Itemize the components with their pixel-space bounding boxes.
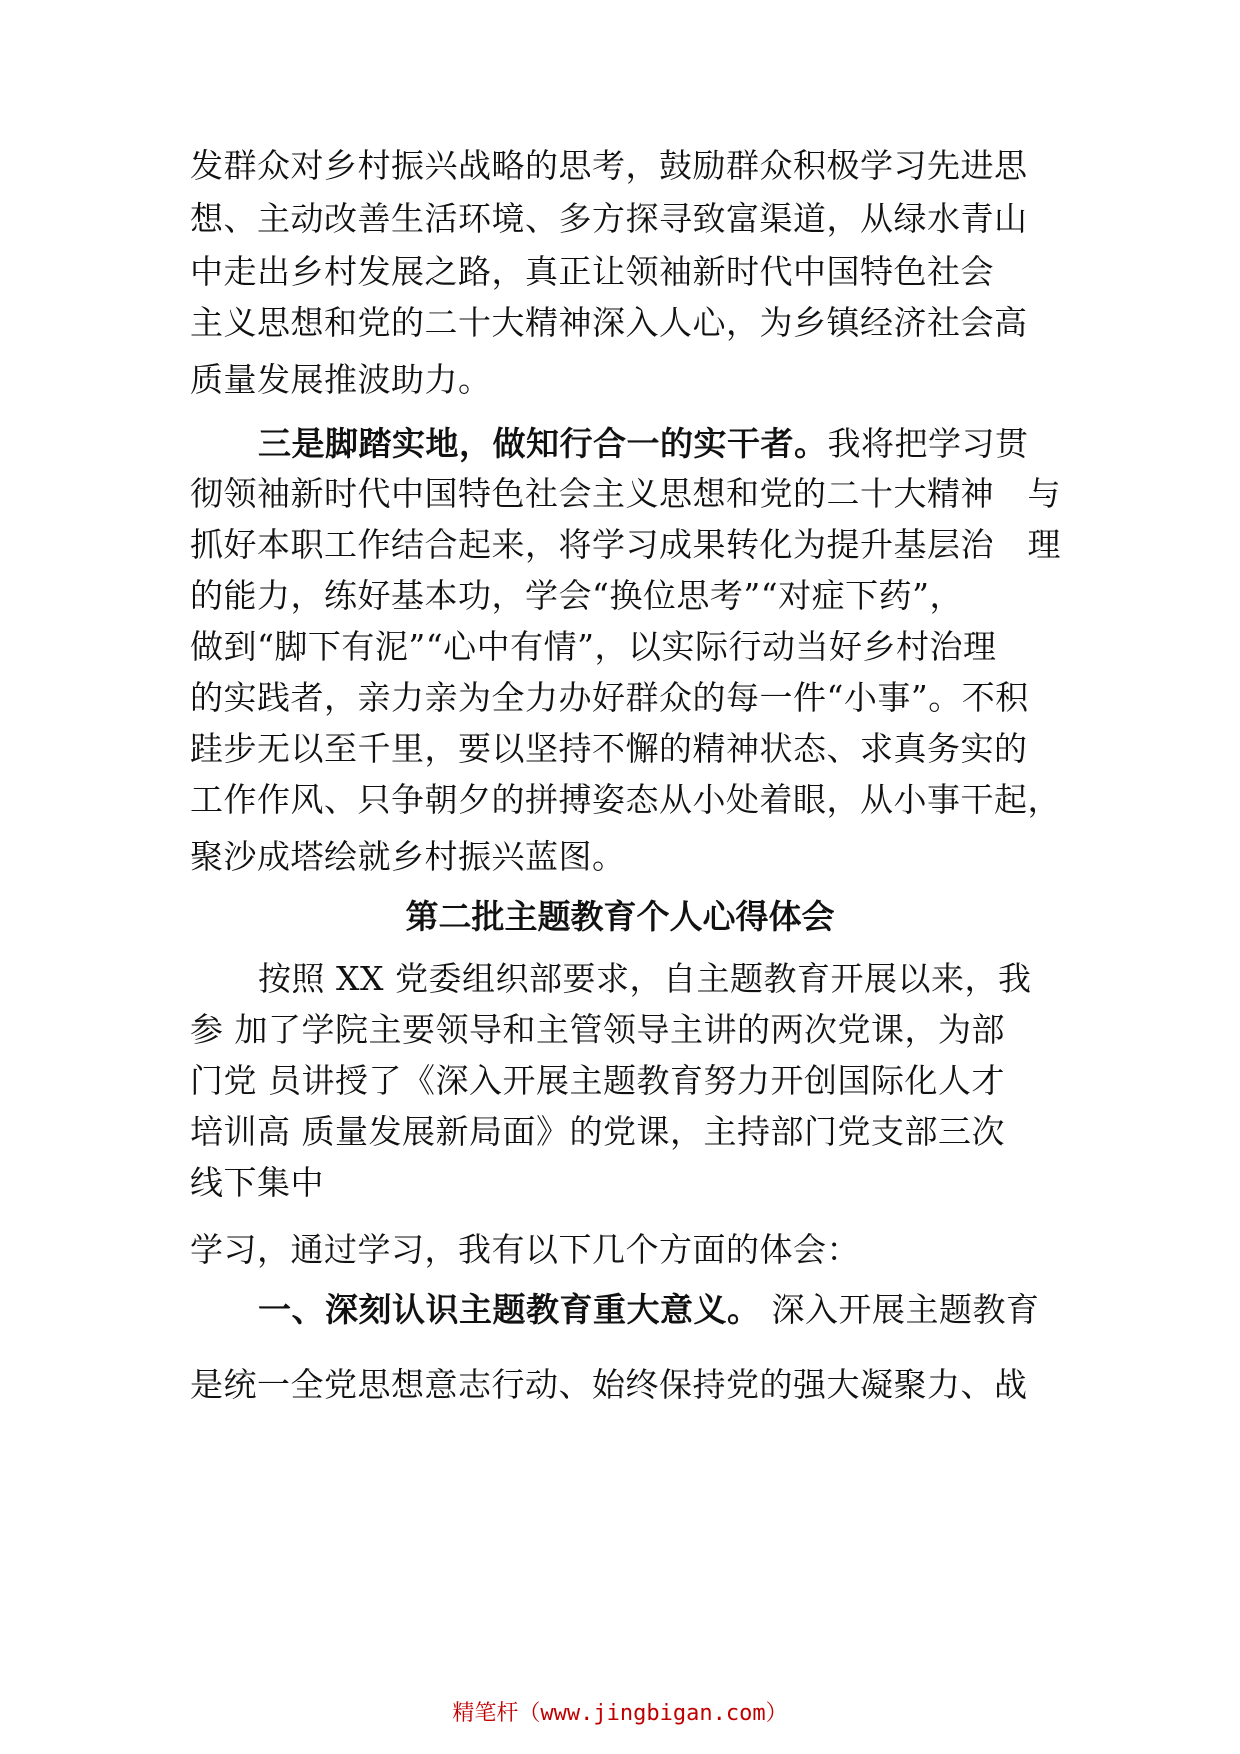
paragraph-line: 线下集中	[190, 1163, 324, 1202]
paragraph-line: 彻领袖新时代中国特色社会主义思想和党的二十大精神 与	[190, 474, 1061, 513]
paragraph-line: 按照 XX 党委组织部要求，自主题教育开展以来，我	[258, 959, 1032, 998]
section-title: 第二批主题教育个人心得体会	[405, 897, 835, 936]
paragraph-first-line	[258, 1290, 1040, 1330]
paragraph-line: 工作作风、只争朝夕的拼搏姿态从小处着眼，从小事干起，	[190, 780, 1061, 819]
paragraph-line: 主义思想和党的二十大精神深入人心，为乡镇经济社会高	[190, 303, 1028, 342]
paragraph-line: 学习，通过学习，我有以下几个方面的体会：	[190, 1230, 860, 1269]
paragraph-heading: 三是脚踏实地，做知行合一的实干者。	[258, 424, 828, 463]
paragraph-line: 做到“脚下有泥”“心中有情”，以实际行动当好乡村治理	[190, 627, 997, 666]
paragraph-line: 的能力，练好基本功，学会“换位思考”“对症下药”，	[190, 576, 963, 615]
paragraph-line: 抓好本职工作结合起来，将学习成果转化为提升基层治 理	[190, 525, 1061, 564]
paragraph-line: 发群众对乡村振兴战略的思考，鼓励群众积极学习先进思	[190, 146, 1028, 185]
paragraph-line: 门党 员讲授了《深入开展主题教育努力开创国际化人才	[190, 1061, 1005, 1100]
paragraph-text: 我将把学习贯	[827, 424, 1029, 463]
paragraph-line: 参 加了学院主要领导和主管领导主讲的两次党课，为部	[190, 1010, 1005, 1049]
paragraph-line: 是统一全党思想意志行动、始终保持党的强大凝聚力、战	[190, 1365, 1028, 1404]
footer-watermark: 精笔杆（www.jingbigan.com）	[452, 1701, 788, 1726]
paragraph-line: 中走出乡村发展之路，真正让领袖新时代中国特色社会	[190, 252, 994, 291]
paragraph-first-line	[258, 424, 1029, 464]
paragraph-heading: 一、深刻认识主题教育重大意义。	[258, 1290, 761, 1329]
paragraph-text: 深入开展主题教育	[760, 1290, 1040, 1329]
paragraph-line: 的实践者，亲力亲为全力办好群众的每一件“小事”。不积	[190, 678, 1029, 717]
paragraph-line: 培训高 质量发展新局面》的党课，主持部门党支部三次	[190, 1112, 1005, 1151]
paragraph-line: 聚沙成塔绘就乡村振兴蓝图。	[190, 837, 626, 876]
paragraph-line: 想、主动改善生活环境、多方探寻致富渠道，从绿水青山	[190, 199, 1028, 238]
paragraph-line: 跬步无以至千里，要以坚持不懈的精神状态、求真务实的	[190, 729, 1028, 768]
paragraph-line: 质量发展推波助力。	[190, 360, 492, 399]
